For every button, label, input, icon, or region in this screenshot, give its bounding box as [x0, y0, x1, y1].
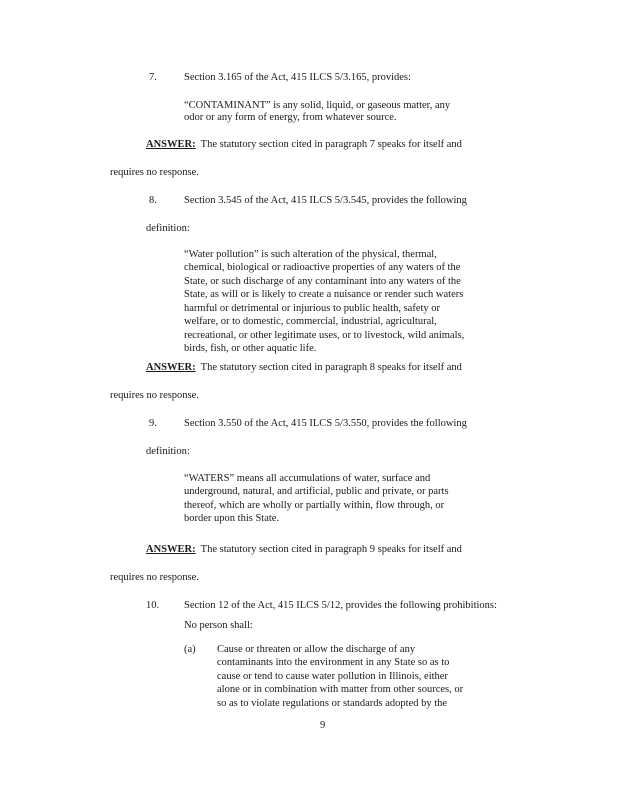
paragraph-7-number: 7. [149, 72, 157, 83]
answer-9-continuation: requires no response. [110, 572, 199, 583]
item-a-line: contaminants into the environment in any State so as to [217, 657, 450, 669]
paragraph-7-intro: Section 3.165 of the Act, 415 ILCS 5/3.165, provides: [184, 72, 411, 83]
item-a-line: cause or tend to cause water pollution in Illinois, either [217, 670, 448, 682]
quote-line: State, as will or is likely to create a nuisance or render such waters [184, 289, 464, 301]
paragraph-8-intro-continuation: definition: [146, 223, 190, 234]
answer-label: ANSWER: [146, 544, 196, 555]
quote-line: underground, natural, and artificial, public and private, or parts [184, 486, 449, 498]
paragraph-7-quote-line: odor or any form of energy, from whatever source. [184, 112, 397, 123]
paragraph-9-intro-continuation: definition: [146, 446, 190, 457]
item-a-line: alone or in combination with matter from other sources, or [217, 684, 464, 696]
quote-line: harmful or detrimental or injurious to public health, safety or [184, 302, 441, 314]
answer-8-continuation: requires no response. [110, 390, 199, 401]
quote-line: thereof, which are wholly or partially within, flow through, or [184, 499, 445, 511]
paragraph-10-intro: Section 12 of the Act, 415 ILCS 5/12, provides the following prohibitions: [184, 600, 497, 611]
answer-7 [146, 138, 462, 151]
item-a-line: Cause or threaten or allow the discharge of any [217, 644, 416, 655]
quote-line: chemical, biological or radioactive properties of any waters of the [184, 262, 461, 274]
item-a-label: (a) [184, 644, 196, 655]
paragraph-8-number: 8. [149, 195, 157, 206]
quote-line: birds, fish, or other aquatic life. [184, 343, 317, 355]
answer-7-continuation: requires no response. [110, 167, 199, 178]
quote-line: “Water pollution” is such alteration of the physical, thermal, [184, 249, 437, 260]
quote-line: “WATERS” means all accumulations of water, surface and [184, 473, 431, 484]
quote-line: border upon this State. [184, 513, 280, 525]
paragraph-9-quote [184, 472, 514, 526]
paragraph-10-number: 10. [146, 600, 160, 611]
answer-text: The statutory section cited in paragraph 9 speaks for itself and [200, 544, 462, 555]
paragraph-10-no-person: No person shall: [184, 620, 253, 631]
paragraph-8-quote [184, 248, 514, 356]
paragraph-9-intro: Section 3.550 of the Act, 415 ILCS 5/3.550, provides the following [184, 418, 467, 429]
item-a-text [217, 643, 517, 710]
answer-text: The statutory section cited in paragraph 8 speaks for itself and [200, 362, 462, 373]
quote-line: recreational, or other legitimate uses, or to livestock, wild animals, [184, 329, 465, 341]
item-a-line: so as to violate regulations or standards adopted by the [217, 697, 448, 709]
answer-label: ANSWER: [146, 362, 196, 373]
answer-8 [146, 361, 462, 374]
quote-line: welfare, or to domestic, commercial, industrial, agricultural, [184, 316, 437, 328]
paragraph-7-quote-line: “CONTAMINANT” is any solid, liquid, or gaseous matter, any [184, 100, 451, 111]
answer-text: The statutory section cited in paragraph 7 speaks for itself and [200, 139, 462, 150]
answer-label: ANSWER: [146, 139, 196, 150]
quote-line: State, or such discharge of any contaminant into any waters of the [184, 275, 461, 287]
paragraph-9-number: 9. [149, 418, 157, 429]
paragraph-8-intro: Section 3.545 of the Act, 415 ILCS 5/3.545, provides the following [184, 195, 467, 206]
answer-9 [146, 543, 462, 556]
page-number: 9 [320, 720, 326, 731]
